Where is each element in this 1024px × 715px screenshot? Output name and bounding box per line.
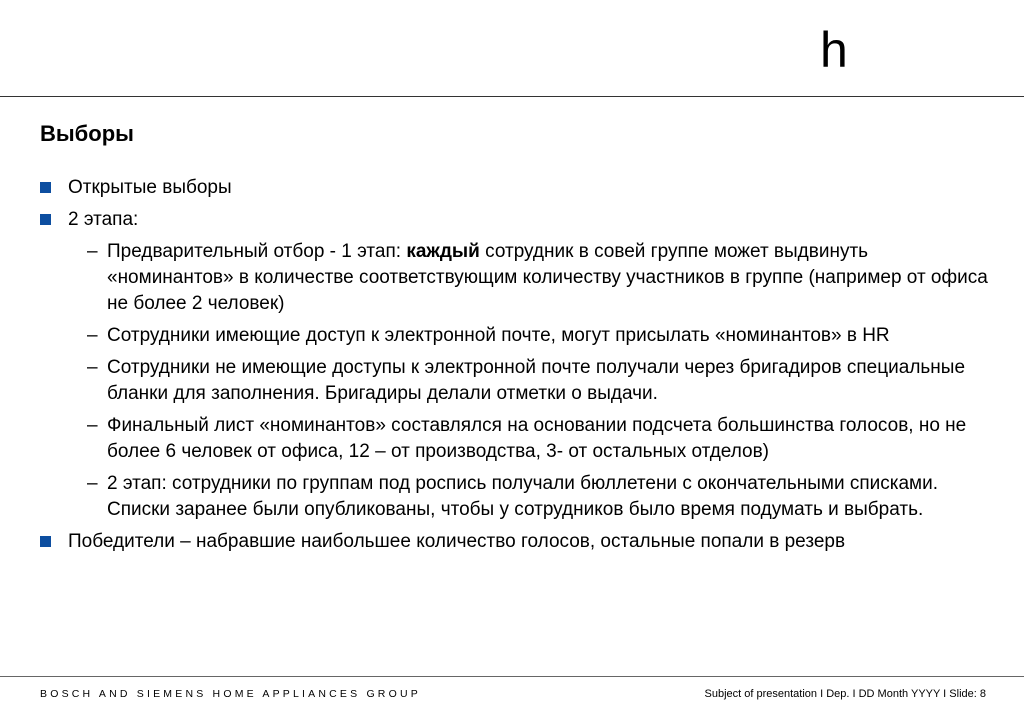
footer-company: BOSCH AND SIEMENS HOME APPLIANCES GROUP <box>40 688 421 700</box>
bullet-item <box>40 207 990 233</box>
sub-item <box>40 471 990 523</box>
square-bullet-icon <box>40 182 51 193</box>
bullet-item <box>40 175 990 201</box>
sub-item <box>40 239 990 317</box>
bullet-item <box>40 529 990 555</box>
bullet-text: 2 этапа: <box>68 209 139 230</box>
bullet-text: Победители – набравшие наибольшее количество голосов, остальные попали в резерв <box>68 531 846 552</box>
dash-icon: – <box>87 325 98 346</box>
sub-item <box>40 355 990 407</box>
dash-icon: – <box>87 473 98 494</box>
slide-content <box>40 175 990 561</box>
footer-divider <box>0 676 1024 677</box>
sub-item-emphasis: каждый <box>406 241 480 262</box>
sub-item-text: Финальный лист «номинантов» составлялся на основании подсчета большинства голосов, но не более 6 человек от офиса, 12 – от производства, 3- от остальных отделов) <box>107 415 967 462</box>
square-bullet-icon <box>40 214 51 225</box>
dash-icon: – <box>87 241 98 262</box>
sub-item-text: Сотрудники имеющие доступ к электронной почте, могут присылать «номинантов» в HR <box>107 325 890 346</box>
slide-title: Выборы <box>40 121 134 146</box>
sub-item-text: 2 этап: сотрудники по группам под роспись получали бюллетени с окончательными списками. Списки заранее были опубликованы, чтобы у сотрудников было время подумать и выбрать. <box>107 473 939 520</box>
sub-item-text: Сотрудники не имеющие доступы к электронной почте получали через бригадиров специальные бланки для заполнения. Бригадиры делали отметки о выдачи. <box>107 357 966 404</box>
square-bullet-icon <box>40 536 51 547</box>
sub-item-text-end: сотрудник в совей группе может выдвинуть «номинантов» в количестве соответствующим количеству участников в группе (например от офиса не более 2 человек) <box>107 241 988 314</box>
sub-item <box>40 323 990 349</box>
bullet-text: Открытые выборы <box>68 177 232 198</box>
sub-item-text-start: Предварительный отбор - 1 этап: <box>107 241 407 262</box>
footer-slide-info: Subject of presentation I Dep. I DD Month YYYY I Slide: 8 <box>704 688 986 700</box>
dash-icon: – <box>87 357 98 378</box>
header-divider <box>0 96 1024 97</box>
company-logo: h <box>820 22 848 78</box>
sub-item <box>40 413 990 465</box>
dash-icon: – <box>87 415 98 436</box>
